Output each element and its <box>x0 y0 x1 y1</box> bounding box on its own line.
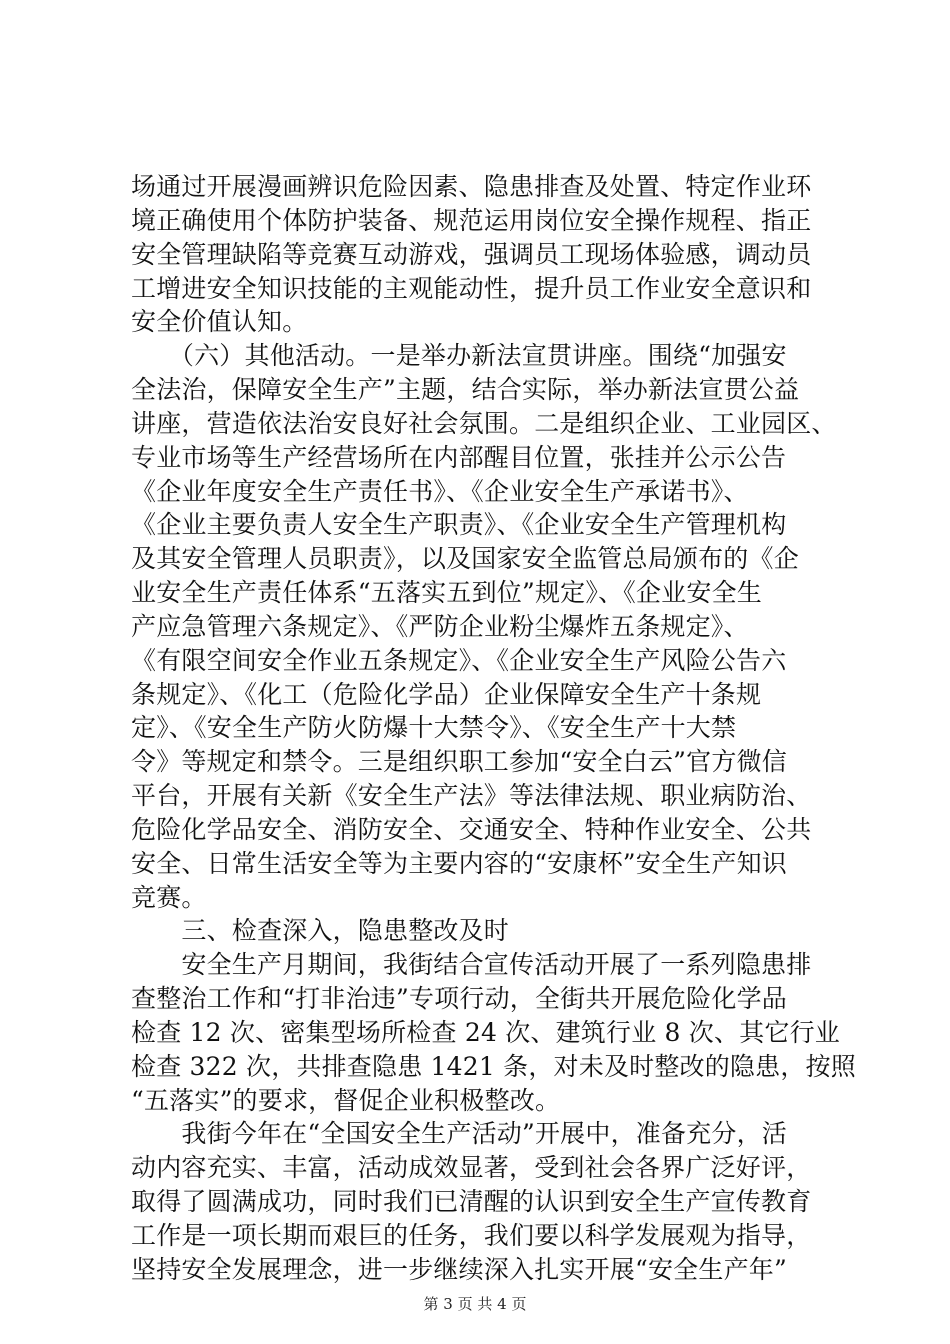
body-text-line: 全法治，保障安全生产”主题，结合实际，举办新法宣贯公益 <box>131 375 800 404</box>
body-text-line: 检查 12 次、密集型场所检查 24 次、建筑行业 8 次、其它行业 <box>131 1018 841 1047</box>
body-text-line: 我街今年在“全国安全生产活动”开展中，准备充分，活 <box>131 1119 787 1148</box>
body-text-line: 专业市场等生产经营场所在内部醒目位置，张挂并公示公告 <box>131 443 787 472</box>
body-text-line: 竞赛。 <box>131 883 207 912</box>
section-heading: 三、检查深入，隐患整改及时 <box>131 916 510 945</box>
body-text-line: 场通过开展漫画辨识危险因素、隐患排查及处置、特定作业环 <box>131 172 812 201</box>
body-text-line: 坚持安全发展理念，进一步继续深入扎实开展“安全生产年” <box>131 1255 787 1284</box>
body-text-line: 安全价值认知。 <box>131 307 308 336</box>
body-text-line: 安全管理缺陷等竞赛互动游戏，强调员工现场体验感，调动员 <box>131 240 812 269</box>
page-number-footer: 第 3 页 共 4 页 <box>423 1295 527 1313</box>
body-text-line: “五落实”的要求，督促企业积极整改。 <box>131 1086 561 1115</box>
body-text-line: 《企业年度安全生产责任书》、《企业安全生产承诺书》、 <box>131 477 749 506</box>
body-text-line: 讲座，营造依法治安良好社会氛围。二是组织企业、工业园区、 <box>131 409 837 438</box>
body-text-line: 平台，开展有关新《安全生产法》等法律法规、职业病防治、 <box>131 781 812 810</box>
body-text-line: 及其安全管理人员职责》，以及国家安全监管总局颁布的《企 <box>131 544 799 573</box>
body-text-line: 危险化学品安全、消防安全、交通安全、特种作业安全、公共 <box>131 815 812 844</box>
body-text-line: 产应急管理六条规定》、《严防企业粉尘爆炸五条规定》、 <box>131 612 749 641</box>
body-text-line: 定》、《安全生产防火防爆十大禁令》、《安全生产十大禁 <box>131 713 737 742</box>
body-text-line: 境正确使用个体防护装备、规范运用岗位安全操作规程、指正 <box>131 206 812 235</box>
body-text-line: 动内容充实、丰富，活动成效显著，受到社会各界广泛好评， <box>131 1153 812 1182</box>
body-text-line: 取得了圆满成功，同时我们已清醒的认识到安全生产宣传教育 <box>131 1187 812 1216</box>
body-text-line: 条规定》、《化工（危险化学品）企业保障安全生产十条规 <box>131 680 762 709</box>
body-text-line: 《企业主要负责人安全生产职责》、《企业安全生产管理机构 <box>131 510 787 539</box>
body-text-line: （六）其他活动。一是举办新法宣贯讲座。围绕“加强安 <box>131 341 787 370</box>
body-text-line: 查整治工作和“打非治违”专项行动，全街共开展危险化学品 <box>131 984 787 1013</box>
body-text-line: 工增进安全知识技能的主观能动性，提升员工作业安全意识和 <box>131 274 812 303</box>
body-text-line: 业安全生产责任体系“五落实五到位”规定》、《企业安全生 <box>131 578 762 607</box>
body-text-line: 安全生产月期间，我街结合宣传活动开展了一系列隐患排 <box>131 950 812 979</box>
body-text-line: 《有限空间安全作业五条规定》、《企业安全生产风险公告六 <box>131 646 787 675</box>
body-text-line: 工作是一项长期而艰巨的任务，我们要以科学发展观为指导， <box>131 1221 812 1250</box>
body-text-line: 安全、日常生活安全等为主要内容的“安康杯”安全生产知识 <box>131 849 787 878</box>
body-text-line: 令》等规定和禁令。三是组织职工参加“安全白云”官方微信 <box>131 747 787 776</box>
body-text-line: 检查 322 次，共排查隐患 1421 条，对未及时整改的隐患，按照 <box>131 1052 856 1081</box>
